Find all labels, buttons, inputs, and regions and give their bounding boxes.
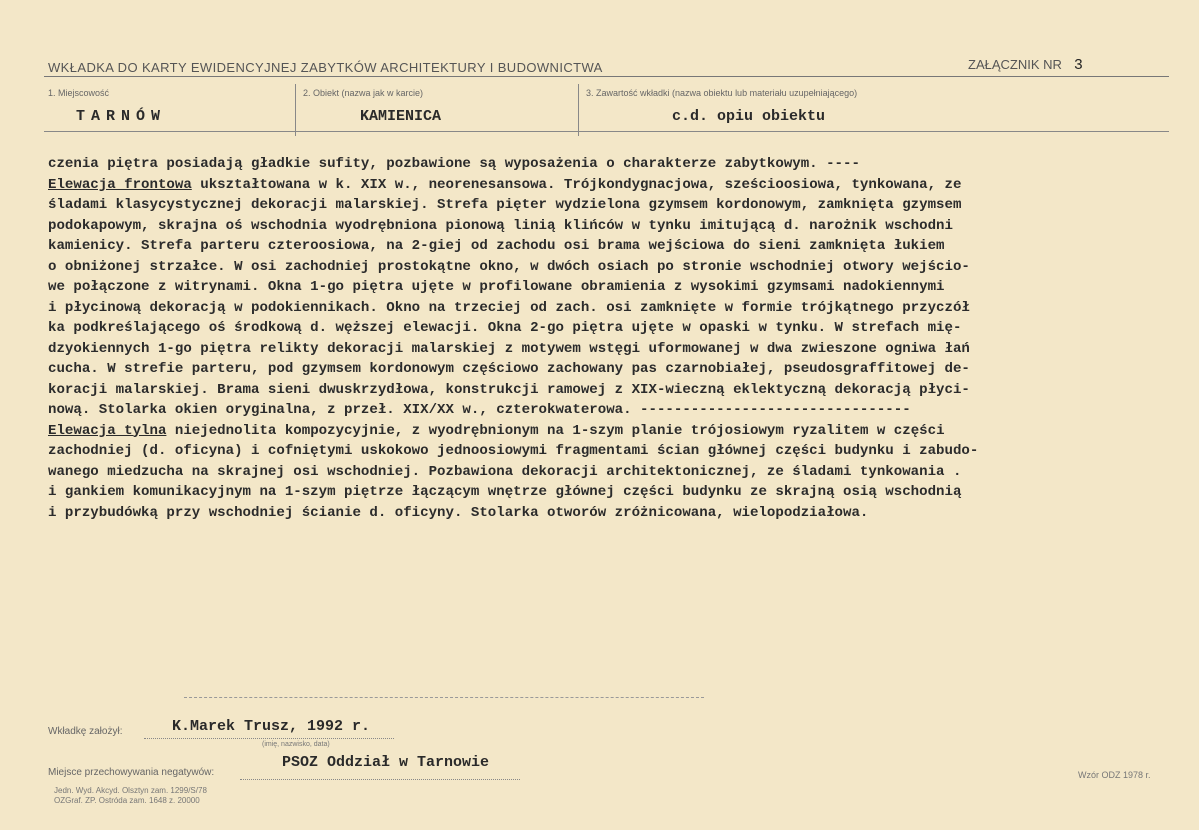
text-line: czenia piętra posiadają gładkie sufity, pozbawione są wyposażenia o charakterze zabytkowym. ---- xyxy=(48,156,860,172)
annex-number-value: 3 xyxy=(1073,57,1083,74)
storage-value: PSOZ Oddział w Tarnowie xyxy=(282,754,490,771)
text-line: o obniżonej strzałce. W osi zachodniej prostokątne okno, w dwóch osiach po stronie wschodniej otwory wejścio- xyxy=(48,258,970,275)
text-line: cucha. W strefie parteru, pod gzymsem kordonowym częściowo zachowany pas czarnobiałej, pseudosgraffitowej de- xyxy=(48,361,970,377)
field-separator xyxy=(295,84,296,136)
text-line: i przybudówką przy wschodniej ścianie d. oficyny. Stolarka otworów zróżnicowana, wielopodziałowa. xyxy=(48,504,869,521)
founded-value: K.Marek Trusz, 1992 r. xyxy=(172,718,371,735)
text-line-rest: ukształtowana w k. XIX w., neorenesansowa. Trójkondygnacjowa, sześcioosiowa, tynkowana, ze xyxy=(191,176,962,193)
text-line: we połączone z witrynami. Okna 1-go piętra ujęte w profilowane obramienia z wysokimi gzymsami nadokiennymi xyxy=(48,279,945,295)
text-line: podokapowym, skrajna oś wschodnia wyodrębniona pionową linią klińców w tynku imitującą d. narożnik wschodni xyxy=(48,217,953,234)
text-line: śladami klasycystycznej dekoracji malarskiej. Strefa pięter wydzielona gzymsem kordonowym, zamknięta gzymsem xyxy=(48,197,962,213)
field-value-locality: TARNÓW xyxy=(76,108,167,125)
field-separator xyxy=(578,84,579,136)
description-text xyxy=(48,154,1163,523)
text-line: dzyokiennych 1-go piętra relikty dekoracji malarskiej z motywem wstęgi uformowanej w dwa zwieszone ogniwa łań xyxy=(48,340,970,357)
field-label-contents: 3. Zawartość wkładki (nazwa obiektu lub materiału uzupełniającego) xyxy=(586,88,858,98)
text-line: kamienicy. Strefa parteru czteroosiowa, na 2-giej od zachodu osi brama wejściowa do sieni zamknięta łukiem xyxy=(48,238,945,254)
field-value-object: KAMIENICA xyxy=(360,108,442,125)
text-line: i gankiem komunikacyjnym na 1-szym piętrze łączącym wnętrze głównej części budynku ze skrajną osią wschodnią xyxy=(48,484,962,500)
print-info-line2: OZGraf. ZP. Ostróda zam. 1648 z. 20000 xyxy=(54,796,200,805)
field-label-object: 2. Obiekt (nazwa jak w karcie) xyxy=(303,88,424,98)
annex-number xyxy=(968,57,1083,74)
storage-dotted-line xyxy=(240,779,520,780)
text-line: i płycinową dekoracją w podokiennikach. Okno na trzeciej od zach. osi zamknięte w formie trójkątnego przyczół xyxy=(48,299,970,316)
fields-rule xyxy=(44,131,1169,132)
text-line: zachodniej (d. oficyna) i cofniętymi uskokowo jednoosiowymi fragmentami ścian głównej części budynku i zabudo- xyxy=(48,443,979,459)
field-value-contents: c.d. opiu obiektu xyxy=(672,108,826,125)
form-title: WKŁADKA DO KARTY EWIDENCYJNEJ ZABYTKÓW ARCHITEKTURY I BUDOWNICTWA xyxy=(48,60,603,75)
section-heading-front: Elewacja frontowa xyxy=(48,176,192,193)
form-model: Wzór ODZ 1978 r. xyxy=(1078,770,1151,780)
header-rule xyxy=(44,76,1169,77)
founded-dotted-line xyxy=(144,738,394,739)
text-line: ka podkreślającego oś środkową d. węższej elewacji. Okna 2-go piętra ujęte w opaski w tynku. W strefach mię- xyxy=(48,320,962,336)
text-line: koracji malarskiej. Brama sieni dwuskrzydłowa, konstrukcji ramowej z XIX-wieczną eklektyczną dekoracją płyci- xyxy=(48,381,970,398)
field-label-locality: 1. Miejscowość xyxy=(48,88,110,98)
footer-rule xyxy=(184,697,704,698)
text-line: nową. Stolarka okien oryginalna, z przeł. XIX/XX w., czterokwaterowa. -------------------------------- xyxy=(48,402,911,418)
annex-label: ZAŁĄCZNIK NR xyxy=(968,57,1062,72)
founded-hint: (imię, nazwisko, data) xyxy=(262,741,330,748)
print-info-line1: Jedn. Wyd. Akcyd. Olsztyn zam. 1299/S/78 xyxy=(54,786,207,795)
text-line xyxy=(48,421,1163,442)
founded-label: Wkładkę założył: xyxy=(48,726,123,737)
storage-label: Miejsce przechowywania negatywów: xyxy=(48,767,215,778)
text-line xyxy=(48,175,1163,196)
text-line: wanego miedzucha na skrajnej osi wschodniej. Pozbawiona dekoracji architektonicznej, ze śladami tynkowania . xyxy=(48,463,962,480)
text-line-rest: niejednolita kompozycyjnie, z wyodrębnionym na 1-szym planie trójosiowym ryzalitem w części xyxy=(166,422,945,439)
section-heading-rear: Elewacja tylna xyxy=(48,422,167,439)
